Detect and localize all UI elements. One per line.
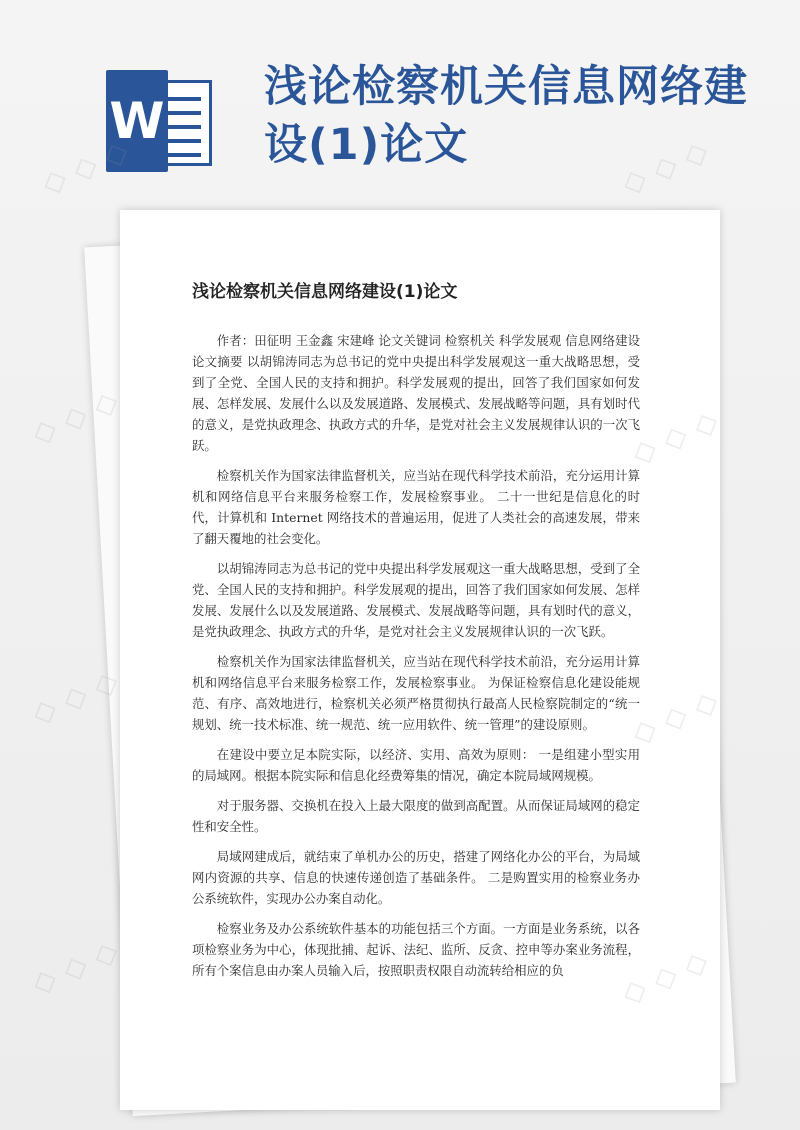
word-logo-letter: W [106,70,168,172]
word-document-icon [106,70,218,172]
paragraph-8: 检察业务及办公系统软件基本的功能包括三个方面。一方面是业务系统，以各项检察业务为中心，体现批捕、起诉、法纪、监所、反贪、控申等办案业务流程，所有个案信息由办案人员输入后，按照职责权限自动流转给相应的负 [192,921,640,978]
paragraph-1: 作者：田征明 王金鑫 宋建峰 论文关键词 检察机关 科学发展观 信息网络建设 论文摘要 以胡锦涛同志为总书记的党中央提出科学发展观这一重大战略思想，受到了全党、全国人民的支持和拥护。科学发展观的提出，回答了我们国家如何发展、怎样发展、发展什么以及发展道路、发展模式、发展战略等问题，具有划时代的意义，是党执政理念、执政方式的升华，是党对社会主义发展规律认识的一次飞跃。 [192,333,640,453]
page-title: 浅论检察机关信息网络建设(1)论文 [264,62,748,170]
document-title: 浅论检察机关信息网络建设(1)论文 [192,282,458,302]
paragraph-3: 以胡锦涛同志为总书记的党中央提出科学发展观这一重大战略思想，受到了全党、全国人民的支持和拥护。科学发展观的提出，回答了我们国家如何发展、怎样发展、发展什么以及发展道路、发展模式、发展战略等问题，具有划时代的意义，是党执政理念、执政方式的升华，是党对社会主义发展规律认识的一次飞跃。 [192,561,640,639]
paragraph-4: 检察机关作为国家法律监督机关，应当站在现代科学技术前沿，充分运用计算机和网络信息平台来服务检察工作，发展检察事业。 为保证检察信息化建设能规范、有序、高效地进行，检察机关必须严格贯彻执行最高人民检察院制定的“统一规划、统一技术标准、统一规范、统一应用软件、统一管理”的建设原则。 [192,654,640,732]
paragraph-5: 在建设中要立足本院实际，以经济、实用、高效为原则： 一是组建小型实用的局域网。根据本院实际和信息化经费筹集的情况，确定本院局域网规模。 [192,747,640,783]
paragraph-6: 对于服务器、交换机在投入上最大限度的做到高配置。从而保证局域网的稳定性和安全性。 [192,798,640,834]
document-body [192,280,640,1090]
paragraph-7: 局域网建成后，就结束了单机办公的历史，搭建了网络化办公的平台，为局域网内资源的共享、信息的快速传递创造了基础条件。 二是购置实用的检察业务办公系统软件，实现办公办案自动化。 [192,849,640,906]
paragraph-2: 检察机关作为国家法律监督机关，应当站在现代科学技术前沿，充分运用计算机和网络信息平台来服务检察工作，发展检察事业。 二十一世纪是信息化的时代，计算机和 Internet 网络技术的普遍运用，促进了人类社会的高速发展，带来了翻天覆地的社会变化。 [192,468,640,546]
